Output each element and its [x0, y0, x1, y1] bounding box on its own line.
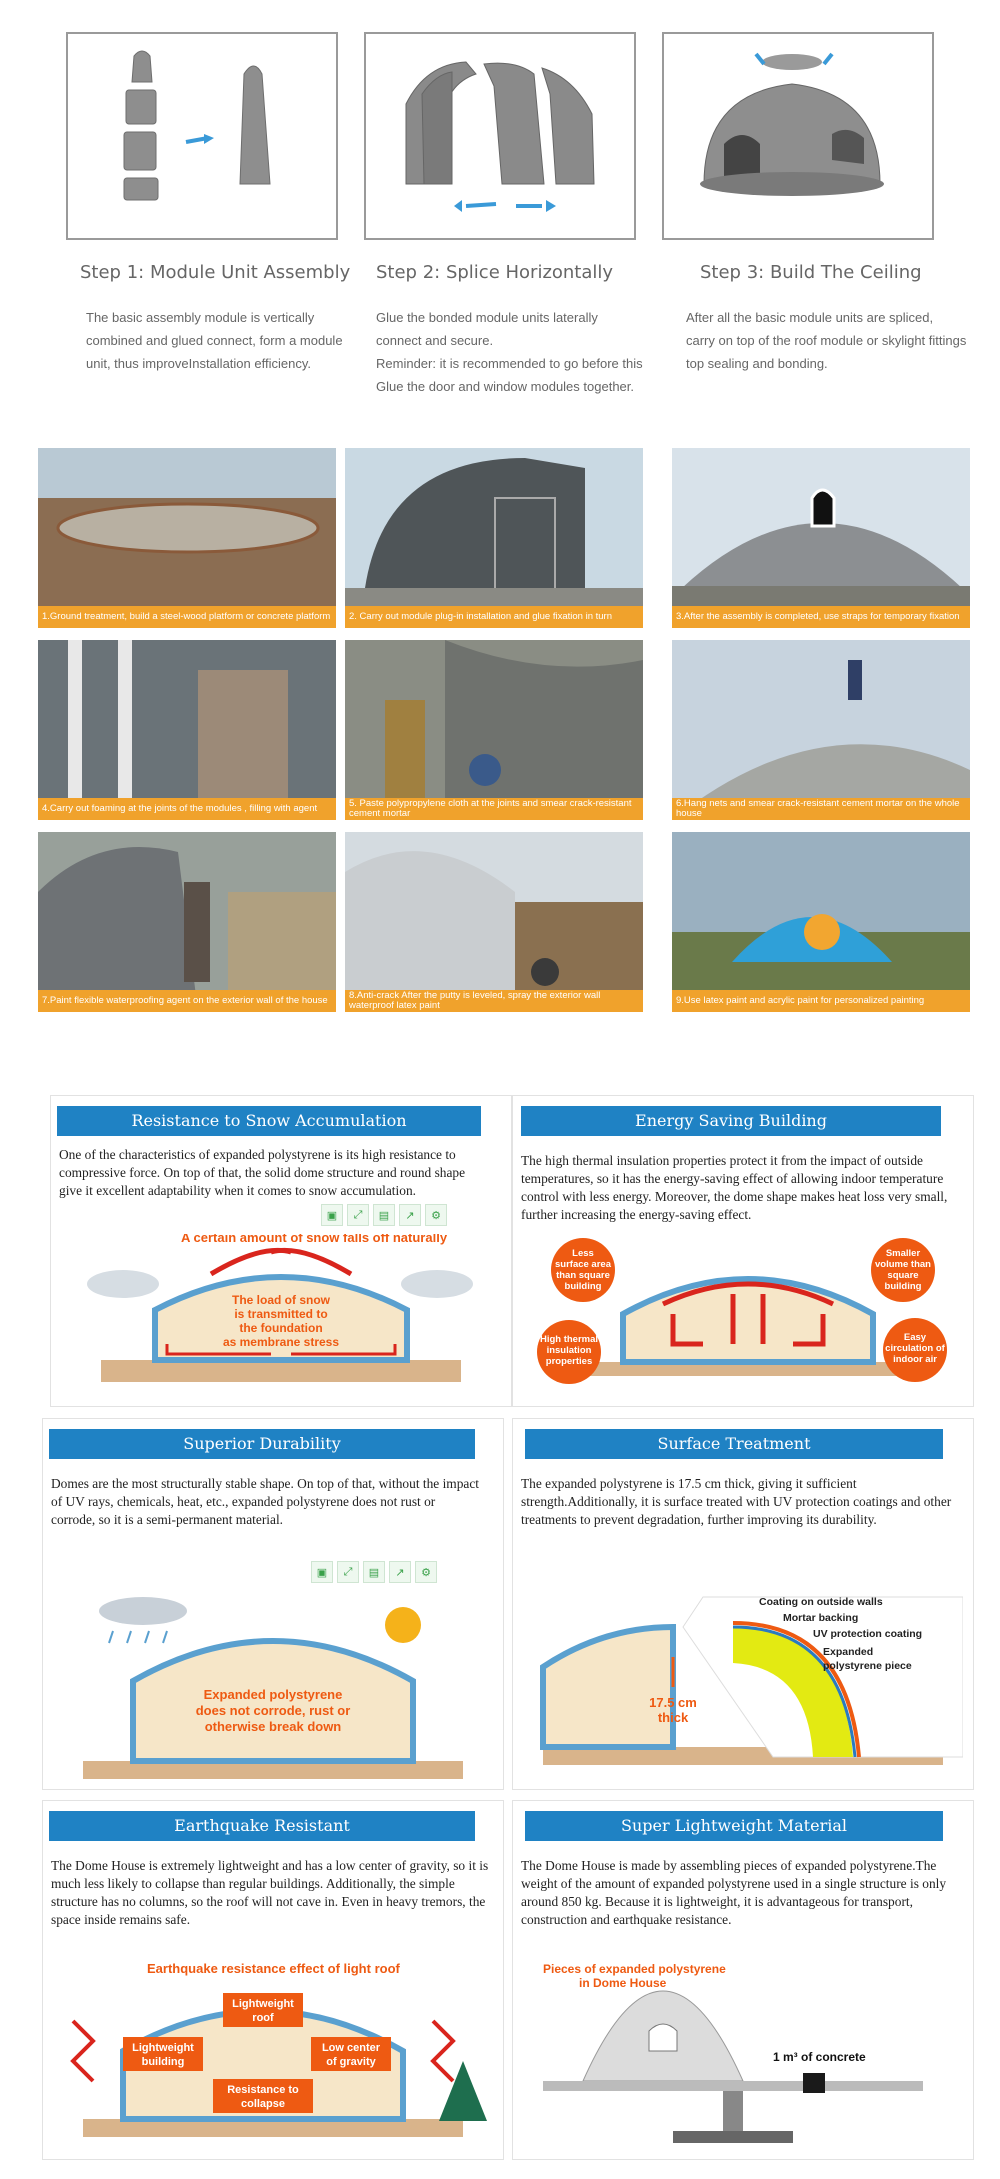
- energy-bubble-text: properties: [545, 1356, 593, 1367]
- step3-title: Step 3: Build The Ceiling: [700, 262, 922, 283]
- energy-bubble-text: circulation of: [885, 1343, 945, 1354]
- toolbar-settings-icon[interactable]: ⚙: [425, 1204, 447, 1226]
- photo-caption: 2. Carry out module plug-in installation and glue fixation in turn: [345, 606, 643, 628]
- snow-label-line: The load of snow: [232, 1293, 330, 1307]
- energy-bubble-text: volume than: [875, 1259, 931, 1270]
- toolbar-share-icon[interactable]: ↗: [389, 1561, 411, 1583]
- toolbar-expand-icon[interactable]: ⤢: [347, 1204, 369, 1226]
- surface-thickness: 17.5 cm: [649, 1695, 697, 1710]
- toolbar-image-icon[interactable]: ▤: [373, 1204, 395, 1226]
- panel-text: The Dome House is extremely lightweight and has a low center of gravity, so it is much less likely to collapse than regular buildings. Additionally, the simple structure has no columns, so the roof will not cave in. Even in heavy tremors, the space inside remains safe.: [51, 1858, 489, 1927]
- step2-image: [364, 32, 636, 240]
- panel-surface-treatment: [512, 1418, 974, 1790]
- step1-description: The basic assembly module is vertically combined and glued connect, form a module unit, thus improveInstallation efficiency.: [86, 310, 343, 371]
- photo-caption: 4.Carry out foaming at the joints of the modules , filling with agent: [38, 798, 336, 820]
- snow-label-line: the foundation: [239, 1321, 323, 1335]
- panel-title: Super Lightweight Material: [525, 1811, 943, 1841]
- earthquake-box-text: building: [141, 2056, 185, 2068]
- snow-illustration: [81, 1234, 481, 1404]
- earthquake-box-text: roof: [252, 2012, 274, 2024]
- snow-label-line: is transmitted to: [234, 1307, 328, 1321]
- surface-layer-label: UV protection coating: [813, 1628, 923, 1640]
- photo-hang-nets: [672, 640, 970, 820]
- energy-illustration: [523, 1234, 963, 1404]
- earthquake-box-text: of gravity: [326, 2056, 376, 2068]
- durability-illustration: [73, 1591, 483, 1781]
- photo-caption: 8.Anti-crack After the putty is leveled, spray the exterior wall waterproof latex paint: [345, 990, 643, 1012]
- panel-superior-durability: [42, 1418, 504, 1790]
- energy-bubble-text: insulation: [546, 1345, 592, 1356]
- earthquake-illustration: [63, 1951, 493, 2151]
- photo-caption: 9.Use latex paint and acrylic paint for personalized painting: [672, 990, 970, 1012]
- earthquake-box-text: collapse: [240, 2098, 286, 2110]
- energy-bubble-text: building: [564, 1281, 602, 1292]
- photo-painting: [672, 832, 970, 1012]
- snow-label-line: as membrane stress: [222, 1335, 340, 1349]
- toolbar-save-icon[interactable]: ▣: [321, 1204, 343, 1226]
- panel-text: Domes are the most structurally stable shape. On top of that, without the impact of UV rays, chemicals, heat, etc., expanded polystyrene does not rust or corrode, so it is a semi-permanent material.: [51, 1476, 480, 1527]
- surface-illustration: [523, 1587, 963, 1782]
- photo-anti-crack: [345, 832, 643, 1012]
- toolbar-settings-icon[interactable]: ⚙: [415, 1561, 437, 1583]
- panel-snow-resistance: [50, 1095, 512, 1407]
- durability-label-line: does not corrode, rust or: [195, 1703, 351, 1718]
- photo-polypropylene: [345, 640, 643, 820]
- panel-text: One of the characteristics of expanded polystyrene is its high resistance to compressive force. On top of that, the solid dome structure and round shape give it excellent adaptability when it comes to snow accumulation.: [59, 1147, 466, 1198]
- earthquake-box-text: Lightweight: [232, 1998, 294, 2010]
- lightweight-label-left: Pieces of expanded polystyrene: [543, 1962, 726, 1976]
- energy-bubble-text: indoor air: [893, 1354, 937, 1365]
- surface-layer-label: Coating on outside walls: [759, 1596, 883, 1608]
- panel-title: Superior Durability: [49, 1429, 475, 1459]
- earthquake-box-text: Lightweight: [132, 2042, 194, 2054]
- panel-energy-saving: [512, 1095, 974, 1407]
- energy-bubble-text: square: [887, 1270, 919, 1281]
- photo-caption: 1.Ground treatment, build a steel-wood platform or concrete platform: [38, 606, 336, 628]
- step3-image: [662, 32, 934, 240]
- energy-bubble-text: Less: [572, 1248, 594, 1259]
- step1-image: [66, 32, 338, 240]
- panel-title: Surface Treatment: [525, 1429, 943, 1459]
- photo-caption: 3.After the assembly is completed, use straps for temporary fixation: [672, 606, 970, 628]
- surface-layer-label: polystyrene piece: [823, 1660, 912, 1672]
- image-toolbar: [321, 1204, 447, 1226]
- energy-bubble-text: High thermal: [539, 1334, 599, 1345]
- toolbar-share-icon[interactable]: ↗: [399, 1204, 421, 1226]
- energy-bubble-text: than square: [556, 1270, 610, 1281]
- photo-caption: 7.Paint flexible waterproofing agent on the exterior wall of the house: [38, 990, 336, 1012]
- panel-title: Energy Saving Building: [521, 1106, 941, 1136]
- step3-description: After all the basic module units are spliced, carry on top of the roof module or skylight fittings top sealing and bonding.: [686, 310, 967, 371]
- energy-bubble-text: surface area: [555, 1259, 611, 1270]
- earthquake-label-top: Earthquake resistance effect of light roof: [147, 1961, 400, 1976]
- photo-straps: [672, 448, 970, 628]
- lightweight-illustration: [523, 1961, 963, 2151]
- surface-layer-label: Mortar backing: [783, 1612, 859, 1624]
- durability-label-line: Expanded polystyrene: [203, 1687, 343, 1702]
- panel-text: The Dome House is made by assembling pieces of expanded polystyrene.The weight of the amount of expanded polystyrene used in a single structure is only around 850 kg. Because it is lightweight, it is advantageous for transport, construction and earthquake resistance.: [521, 1858, 947, 1927]
- lightweight-label-right: 1 m³ of concrete: [773, 2050, 866, 2064]
- surface-thickness: thick: [657, 1710, 689, 1725]
- earthquake-box-text: Low center: [321, 2042, 381, 2054]
- energy-bubble-text: building: [884, 1281, 922, 1292]
- step2-description: Glue the bonded module units laterally connect and secure. Reminder: it is recommended to go before this Glue the door and window modules together.: [376, 310, 643, 394]
- image-toolbar: [311, 1561, 437, 1583]
- toolbar-save-icon[interactable]: ▣: [311, 1561, 333, 1583]
- energy-bubble-text: Easy: [903, 1332, 927, 1343]
- panel-super-lightweight: [512, 1800, 974, 2160]
- durability-label-line: otherwise break down: [204, 1719, 342, 1734]
- snow-label-top: A certain amount of snow falls off naturally: [181, 1234, 448, 1245]
- energy-bubble-text: Smaller: [885, 1248, 921, 1259]
- step2-title: Step 2: Splice Horizontally: [376, 262, 614, 283]
- panel-text: The high thermal insulation properties protect it from the impact of outside temperatures, so it has the energy-saving effect of allowing indoor temperature control with less energy. Moreover, the dome shape makes heat loss very small, further increasing the energy-saving effect.: [521, 1153, 948, 1222]
- earthquake-box-text: Resistance to: [227, 2084, 299, 2096]
- photo-module-install: [345, 448, 643, 628]
- toolbar-expand-icon[interactable]: ⤢: [337, 1561, 359, 1583]
- panel-title: Resistance to Snow Accumulation: [57, 1106, 481, 1136]
- photo-caption: 5. Paste polypropylene cloth at the joints and smear crack-resistant cement mortar: [345, 798, 643, 820]
- toolbar-image-icon[interactable]: ▤: [363, 1561, 385, 1583]
- panel-earthquake-resistant: [42, 1800, 504, 2160]
- photo-waterproofing: [38, 832, 336, 1012]
- panel-text: The expanded polystyrene is 17.5 cm thick, giving it sufficient strength.Additionally, it is surface treated with UV protection coatings and other treatments to prevent degradation, further improving its durability.: [521, 1476, 952, 1527]
- lightweight-label-left: in Dome House: [579, 1976, 667, 1990]
- panel-title: Earthquake Resistant: [49, 1811, 475, 1841]
- photo-foaming: [38, 640, 336, 820]
- surface-layer-label: Expanded: [823, 1646, 874, 1658]
- photo-caption: 6.Hang nets and smear crack-resistant cement mortar on the whole house: [672, 798, 970, 820]
- photo-ground-treatment: [38, 448, 336, 628]
- step1-title: Step 1: Module Unit Assembly: [80, 262, 351, 283]
